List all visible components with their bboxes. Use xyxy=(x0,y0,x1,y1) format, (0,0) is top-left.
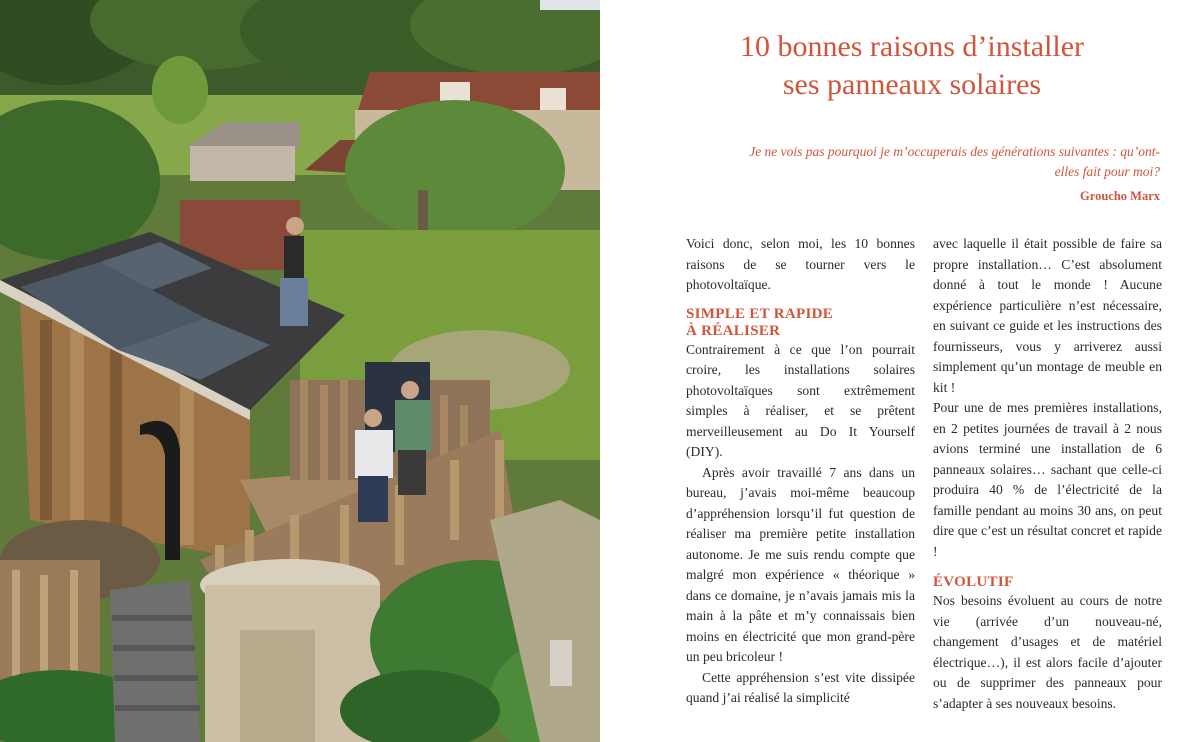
section-heading-simple xyxy=(686,306,915,340)
section1-paragraph-2: Après avoir travaillé 7 ans dans un bureau, j’avais moi-même beaucoup d’appréhension lorsqu’il fut question de réaliser ma première petite installation autonome. Je me suis rendu compte que malgré mon expérience « théorique » dans ce domaine, je n’avais jamais mis la main à la pâte et m’y connaissais bien moins en électricité que mon grand-père un peu bricoleur ! xyxy=(686,464,915,664)
section1-paragraph-4: Pour une de mes premières installations, en 2 petites journées de travail à 2 nous avions terminé une installation de 6 panneaux solaires… sachant que celle-ci produira 40 % de l’électricité de la famille pendant au moins 30 ans, on peut dire que c’est un résultat concret et rapide ! xyxy=(933,400,1162,559)
section1-paragraph-1: Contrairement à ce que l’on pourrait croire, les installations solaires photovoltaïques sont extrêmement simples à réaliser, et se prêtent merveilleusement au Do It Yourself (DIY). xyxy=(686,341,915,459)
text-column-left xyxy=(686,234,915,709)
title-line-1: 10 bonnes raisons d’installer xyxy=(739,30,1085,63)
section-heading-simple-line-1: SIMPLE ET RAPIDE xyxy=(686,305,834,322)
text-column-right xyxy=(933,234,1162,714)
intro-paragraph: Voici donc, selon moi, les 10 bonnes raisons de se tourner vers le photovoltaïque. xyxy=(686,236,915,292)
section-heading-evolutif: ÉVOLUTIF xyxy=(933,574,1014,590)
article-page xyxy=(606,0,1200,742)
section2-paragraph-1: Nos besoins évoluent au cours de notre vie (arrivée d’un nouveau-né, changement d’usages et de matériel électrique…), il est alors facile d’ajouter ou de supprimer des panneaux pour s’adapter à ses nouveaux besoins. xyxy=(933,593,1162,711)
section1-paragraph-3-continued: avec laquelle il était possible de faire sa propre installation… C’est absolument donné à tout le monde ! Aucune expérience particulière n’est nécessaire, en suivant ce guide et les instructions des fournisseurs, vous y arriverez aussi simplement qu’un montage de meuble en kit ! xyxy=(933,236,1162,395)
epigraph-quote: Je ne vois pas pourquoi je m’occuperais des générations suivantes : qu’ont-elles fait pour moi? xyxy=(749,144,1160,179)
section1-paragraph-3: Cette appréhension s’est vite dissipée quand j’ai réalisé la simplicité xyxy=(686,669,915,705)
epigraph-author: Groucho Marx xyxy=(1080,189,1160,203)
title-line-2: ses panneaux solaires xyxy=(782,68,1042,101)
article-title xyxy=(646,28,1178,104)
section-heading-simple-line-2: À RÉALISER xyxy=(686,322,781,339)
